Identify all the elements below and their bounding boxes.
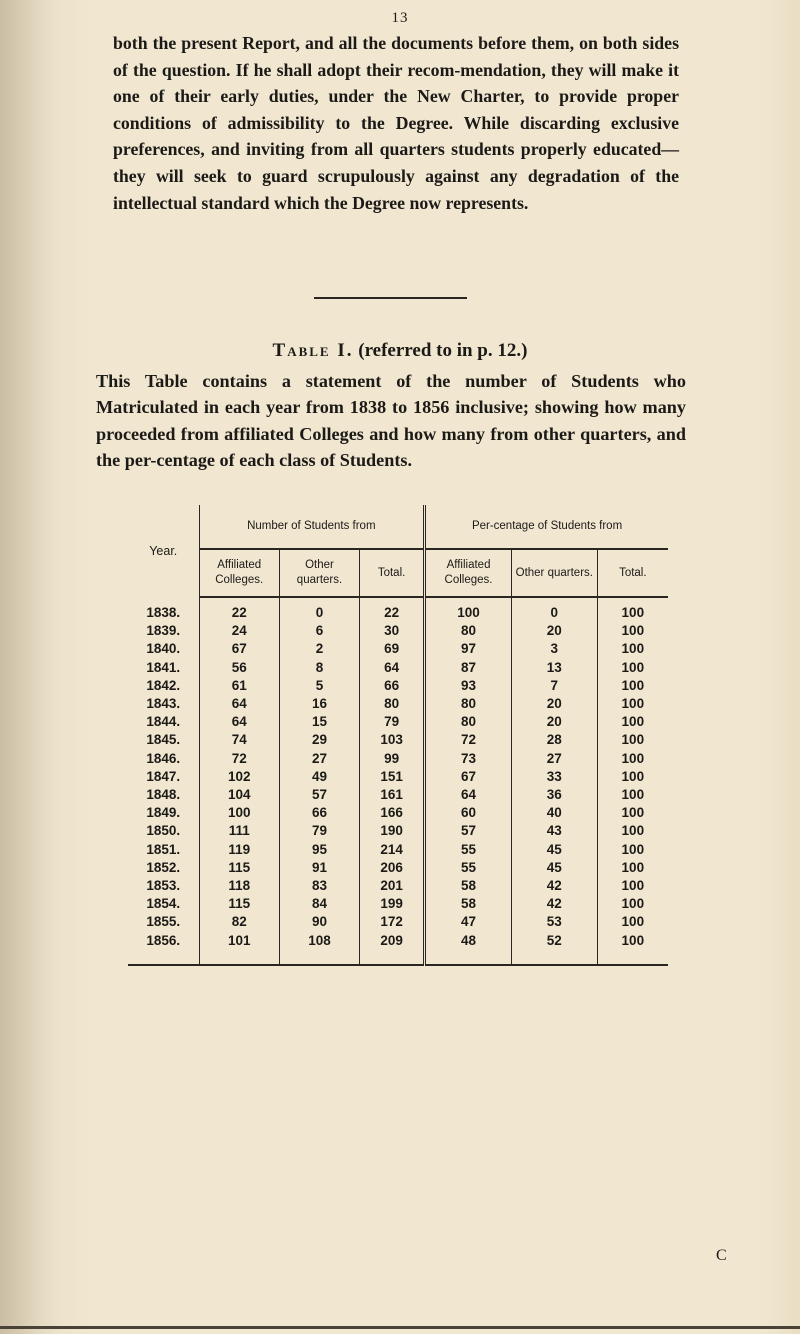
matriculation-table	[128, 505, 668, 966]
affiliated-number-cell: 22	[199, 597, 279, 622]
affiliated-number-cell: 115	[199, 859, 279, 877]
col-header-affiliated-percent: Affiliated Colleges.	[425, 549, 512, 597]
affiliated-percent-cell: 55	[425, 841, 512, 859]
group-header-percentage: Per-centage of Students from	[425, 505, 668, 549]
other-number-cell: 79	[279, 822, 359, 840]
table-row	[128, 822, 668, 840]
affiliated-percent-cell: 87	[425, 659, 512, 677]
other-number-cell: 6	[279, 622, 359, 640]
year-cell: 1842.	[128, 677, 199, 695]
table-row	[128, 731, 668, 749]
other-percent-cell: 42	[511, 895, 597, 913]
other-percent-cell: 28	[511, 731, 597, 749]
table-row	[128, 913, 668, 931]
total-percent-cell: 100	[621, 787, 645, 803]
other-number-cell: 0	[279, 597, 359, 622]
total-number-cell: 201	[380, 878, 403, 894]
total-number-cell: 209	[360, 932, 425, 965]
affiliated-percent-cell: 93	[425, 677, 512, 695]
other-percent-cell: 43	[511, 822, 597, 840]
total-number-cell: 166	[380, 805, 403, 821]
table-row	[128, 659, 668, 677]
total-percent-cell: 100	[621, 677, 645, 693]
total-percent-cell: 100	[597, 932, 668, 965]
total-number-cell: 161	[380, 787, 403, 803]
affiliated-number-cell: 111	[199, 822, 279, 840]
table-row	[128, 597, 668, 622]
affiliated-number-cell: 119	[199, 841, 279, 859]
year-cell: 1848.	[128, 786, 199, 804]
col-header-total-percent: Total.	[597, 549, 668, 597]
col-header-other-percent: Other quarters.	[511, 549, 597, 597]
affiliated-percent-cell: 60	[425, 804, 512, 822]
affiliated-number-cell: 67	[199, 640, 279, 658]
section-divider	[314, 297, 467, 299]
other-number-cell: 27	[279, 750, 359, 768]
total-number-cell: 103	[380, 732, 403, 748]
other-percent-cell: 53	[511, 913, 597, 931]
other-number-cell: 90	[279, 913, 359, 931]
affiliated-number-cell: 100	[199, 804, 279, 822]
other-percent-cell: 36	[511, 786, 597, 804]
affiliated-number-cell: 101	[199, 932, 279, 965]
total-number-cell: 30	[384, 623, 400, 639]
total-percent-cell: 100	[621, 841, 645, 857]
other-percent-cell: 42	[511, 877, 597, 895]
page-bottom-edge	[0, 1326, 800, 1329]
other-percent-cell: 3	[511, 640, 597, 658]
affiliated-percent-cell: 58	[425, 895, 512, 913]
year-cell: 1854.	[128, 895, 199, 913]
table-row	[128, 640, 668, 658]
other-number-cell: 5	[279, 677, 359, 695]
other-number-cell: 49	[279, 768, 359, 786]
total-percent-cell: 100	[621, 805, 645, 821]
table-row	[128, 750, 668, 768]
total-percent-cell: 100	[621, 732, 645, 748]
affiliated-number-cell: 64	[199, 713, 279, 731]
other-number-cell: 8	[279, 659, 359, 677]
table-row	[128, 841, 668, 859]
table-title-note: (referred to in p. 12.)	[358, 340, 528, 361]
affiliated-percent-cell: 100	[425, 597, 512, 622]
page-number: 13	[391, 10, 409, 26]
affiliated-number-cell: 24	[199, 622, 279, 640]
other-percent-cell: 27	[511, 750, 597, 768]
total-number-cell: 69	[384, 641, 400, 657]
group-header-number: Number of Students from	[247, 520, 376, 532]
affiliated-number-cell: 82	[199, 913, 279, 931]
table-row	[128, 804, 668, 822]
other-percent-cell: 13	[511, 659, 597, 677]
table-row	[128, 895, 668, 913]
col-header-total-number: Total.	[360, 549, 425, 597]
total-percent-cell: 100	[621, 859, 645, 875]
intro-paragraph: both the present Report, and all the documents before them, on both sides of the question. If he shall adopt their recom-mendation, they will make it one of their early duties, under the New Charter, to provide proper conditions of admissibility to the Degree. While discarding exclusive preferences, and inviting from all quarters students properly educated—they will seek to guard scrupulously against any degradation of the intellectual standard which the Degree now represents.	[113, 33, 679, 213]
affiliated-percent-cell: 57	[425, 822, 512, 840]
affiliated-number-cell: 56	[199, 659, 279, 677]
table-row	[128, 713, 668, 731]
total-number-cell: 151	[380, 768, 403, 784]
total-percent-cell: 100	[621, 641, 645, 657]
other-number-cell: 16	[279, 695, 359, 713]
page-gutter-shadow	[0, 0, 60, 1334]
other-number-cell: 83	[279, 877, 359, 895]
signature-mark: C	[716, 1247, 727, 1264]
affiliated-number-cell: 61	[199, 677, 279, 695]
affiliated-number-cell: 102	[199, 768, 279, 786]
other-number-cell: 108	[279, 932, 359, 965]
total-percent-cell: 100	[621, 823, 645, 839]
affiliated-percent-cell: 80	[425, 695, 512, 713]
year-cell: 1844.	[128, 713, 199, 731]
affiliated-number-cell: 118	[199, 877, 279, 895]
affiliated-percent-cell: 58	[425, 877, 512, 895]
table-body	[128, 597, 668, 965]
year-cell: 1839.	[128, 622, 199, 640]
affiliated-number-cell: 104	[199, 786, 279, 804]
table-title-label: Table I.	[272, 340, 354, 361]
table-row	[128, 695, 668, 713]
affiliated-percent-cell: 64	[425, 786, 512, 804]
other-percent-cell: 20	[511, 695, 597, 713]
table-row	[128, 622, 668, 640]
total-number-cell: 22	[384, 605, 400, 620]
total-number-cell: 79	[384, 714, 400, 730]
other-number-cell: 91	[279, 859, 359, 877]
table-description: This Table contains a statement of the number of Students who Matriculated in each year from 1838 to 1856 inclusive; showing how many proceeded from affiliated Colleges and how many from other quarters, and the per-centage of each class of Students.	[96, 371, 686, 471]
affiliated-percent-cell: 47	[425, 913, 512, 931]
affiliated-percent-cell: 97	[425, 640, 512, 658]
affiliated-number-cell: 64	[199, 695, 279, 713]
other-percent-cell: 52	[511, 932, 597, 965]
total-percent-cell: 100	[621, 696, 645, 712]
table-row	[128, 786, 668, 804]
other-number-cell: 2	[279, 640, 359, 658]
col-header-affiliated-number: Affiliated Colleges.	[199, 549, 279, 597]
year-cell: 1855.	[128, 913, 199, 931]
total-number-cell: 99	[384, 750, 400, 766]
table-row	[128, 932, 668, 965]
total-number-cell: 214	[380, 841, 403, 857]
total-number-cell: 64	[384, 659, 400, 675]
total-percent-cell: 100	[621, 878, 645, 894]
other-number-cell: 66	[279, 804, 359, 822]
other-percent-cell: 45	[511, 841, 597, 859]
table-row	[128, 859, 668, 877]
other-number-cell: 29	[279, 731, 359, 749]
year-cell: 1843.	[128, 695, 199, 713]
other-number-cell: 95	[279, 841, 359, 859]
total-number-cell: 190	[380, 823, 403, 839]
col-header-other-number: Other quarters.	[279, 549, 359, 597]
table-sub-header-row	[128, 549, 668, 597]
other-percent-cell: 33	[511, 768, 597, 786]
affiliated-percent-cell: 73	[425, 750, 512, 768]
other-number-cell: 57	[279, 786, 359, 804]
other-percent-cell: 20	[511, 713, 597, 731]
table-row	[128, 677, 668, 695]
total-number-cell: 80	[384, 696, 400, 712]
table-group-header-row	[128, 505, 668, 549]
affiliated-percent-cell: 80	[425, 713, 512, 731]
total-percent-cell: 100	[621, 659, 645, 675]
other-number-cell: 84	[279, 895, 359, 913]
affiliated-percent-cell: 48	[425, 932, 512, 965]
year-cell: 1847.	[128, 768, 199, 786]
total-percent-cell: 100	[621, 914, 645, 930]
total-number-cell: 199	[380, 896, 403, 912]
total-percent-cell: 100	[621, 623, 645, 639]
other-percent-cell: 0	[511, 597, 597, 622]
table-row	[128, 768, 668, 786]
affiliated-number-cell: 72	[199, 750, 279, 768]
table-row	[128, 877, 668, 895]
year-cell: 1856.	[128, 932, 199, 965]
year-cell: 1849.	[128, 804, 199, 822]
total-number-cell: 172	[380, 914, 403, 930]
year-cell: 1841.	[128, 659, 199, 677]
other-percent-cell: 45	[511, 859, 597, 877]
affiliated-number-cell: 115	[199, 895, 279, 913]
total-number-cell: 66	[384, 677, 400, 693]
year-cell: 1840.	[128, 640, 199, 658]
year-cell: 1852.	[128, 859, 199, 877]
total-number-cell: 206	[380, 859, 403, 875]
other-percent-cell: 7	[511, 677, 597, 695]
year-cell: 1846.	[128, 750, 199, 768]
table-title	[0, 340, 800, 362]
year-column-header: Year.	[128, 505, 199, 597]
year-cell: 1838.	[128, 597, 199, 622]
other-percent-cell: 20	[511, 622, 597, 640]
other-number-cell: 15	[279, 713, 359, 731]
total-percent-cell: 100	[621, 750, 645, 766]
year-cell: 1853.	[128, 877, 199, 895]
affiliated-percent-cell: 67	[425, 768, 512, 786]
total-percent-cell: 100	[621, 896, 645, 912]
other-percent-cell: 40	[511, 804, 597, 822]
year-cell: 1850.	[128, 822, 199, 840]
affiliated-percent-cell: 80	[425, 622, 512, 640]
total-percent-cell: 100	[621, 605, 645, 620]
affiliated-percent-cell: 55	[425, 859, 512, 877]
affiliated-percent-cell: 72	[425, 731, 512, 749]
total-percent-cell: 100	[621, 768, 645, 784]
total-percent-cell: 100	[621, 714, 645, 730]
affiliated-number-cell: 74	[199, 731, 279, 749]
year-cell: 1845.	[128, 731, 199, 749]
year-cell: 1851.	[128, 841, 199, 859]
